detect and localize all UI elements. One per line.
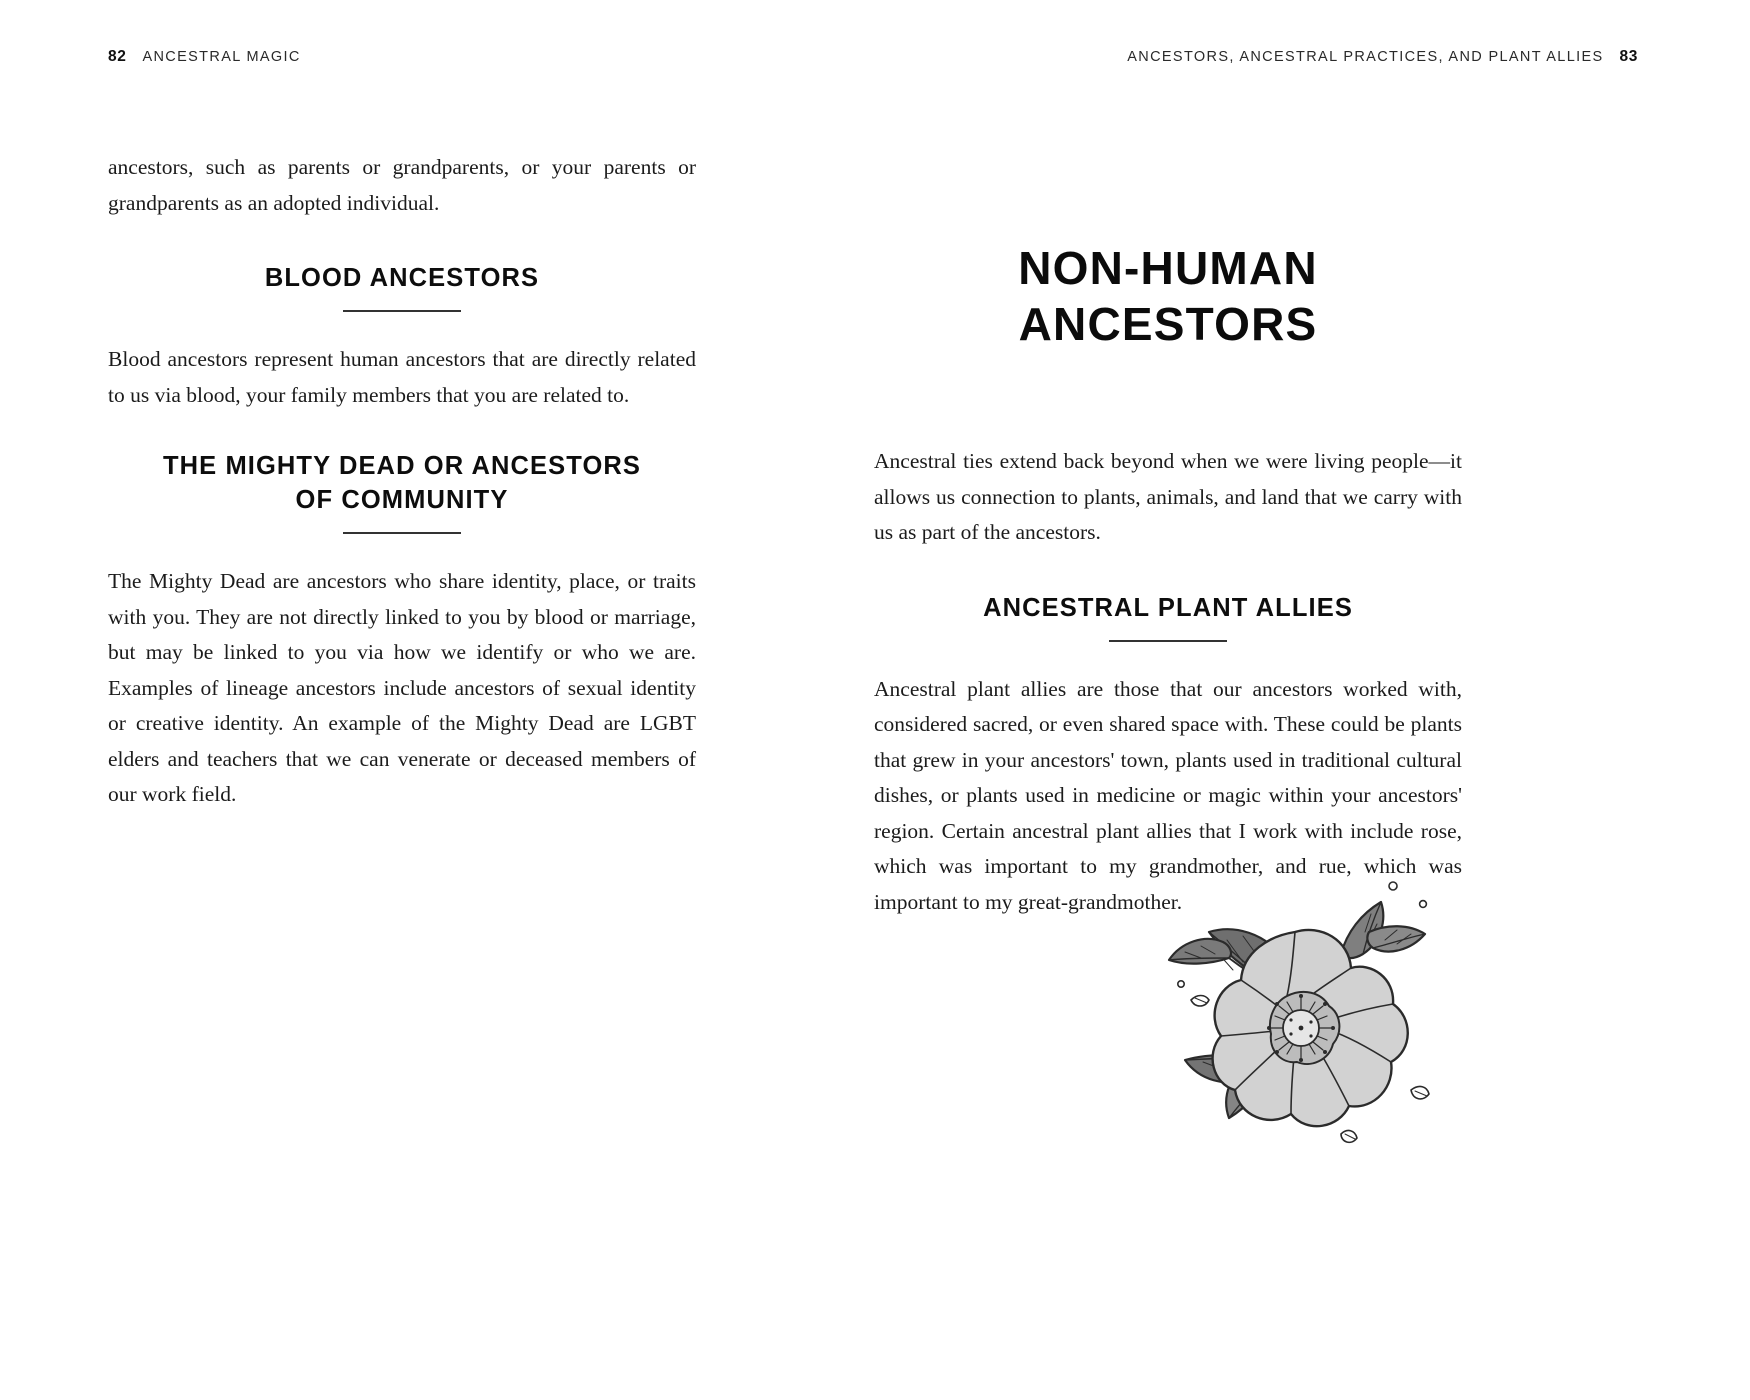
heading-blood-ancestors bbox=[108, 261, 696, 312]
rose-flower-icon bbox=[1125, 828, 1465, 1148]
running-head-right bbox=[1127, 48, 1638, 66]
heading-divider-rule bbox=[343, 532, 461, 534]
running-head-right-title: ANCESTORS, ANCESTRAL PRACTICES, AND PLANT ALLIES bbox=[1127, 49, 1604, 65]
paragraph-mighty-dead: The Mighty Dead are ancestors who share identity, place, or traits with you. They are not directly linked to you by blood or marriage, but may be linked to you via how we identify or who we are. Examples of lineage ancestors include ancestors of sexual identity or creative identity. An example of the Mighty Dead are LGBT elders and teachers that we can venerate or deceased members of our work field. bbox=[108, 569, 696, 806]
heading-ancestral-plant-allies-text: ANCESTRAL PLANT ALLIES bbox=[983, 593, 1353, 622]
heading-mighty-dead-line-1: THE MIGHTY DEAD OR ANCESTORS bbox=[162, 452, 642, 480]
paragraph-ancestral-plant-allies: Ancestral plant allies are those that our ancestors worked with, considered sacred, or even shared space with. These could be plants that grew in your ancestors' town, plants used in traditional cultural dishes, or plants used in medicine or magic within your ancestors' region. Certain ancestral plant allies that I work with include rose, which was important to my grandmother, and rue, which was important to my great-grandmother. bbox=[874, 676, 1462, 914]
title-bottom-spacer bbox=[874, 352, 1462, 444]
running-head-left-title: ANCESTRAL MAGIC bbox=[142, 49, 301, 65]
heading-blood-ancestors-text: BLOOD ANCESTORS bbox=[264, 264, 540, 292]
page-number-right: 83 bbox=[1619, 48, 1638, 65]
chapter-title: NON-HUMAN ANCESTORS bbox=[1018, 242, 1318, 350]
heading-mighty-dead bbox=[108, 449, 696, 534]
heading-mighty-dead-line-2: OF COMMUNITY bbox=[295, 486, 509, 514]
heading-divider-rule bbox=[1109, 640, 1227, 642]
left-page-column bbox=[108, 150, 696, 813]
heading-mighty-dead-lines bbox=[108, 449, 696, 517]
title-top-spacer bbox=[874, 150, 1462, 240]
paragraph-non-human-intro: Ancestral ties extend back beyond when we were living people—it allows us connection to plants, animals, and land that we carry with us as part of the ancestors. bbox=[874, 449, 1462, 544]
running-head-left bbox=[108, 48, 301, 66]
page-number-left: 82 bbox=[108, 48, 127, 65]
paragraph-blood-ancestors: Blood ancestors represent human ancestors that are directly related to us via blood, your family members that you are related to. bbox=[108, 347, 696, 407]
paragraph-intro-continued: ancestors, such as parents or grandparents, or your parents or grandparents as an adopted individual. bbox=[108, 155, 696, 215]
right-page-column bbox=[874, 150, 1462, 920]
heading-ancestral-plant-allies bbox=[874, 591, 1462, 642]
heading-divider-rule bbox=[343, 310, 461, 312]
